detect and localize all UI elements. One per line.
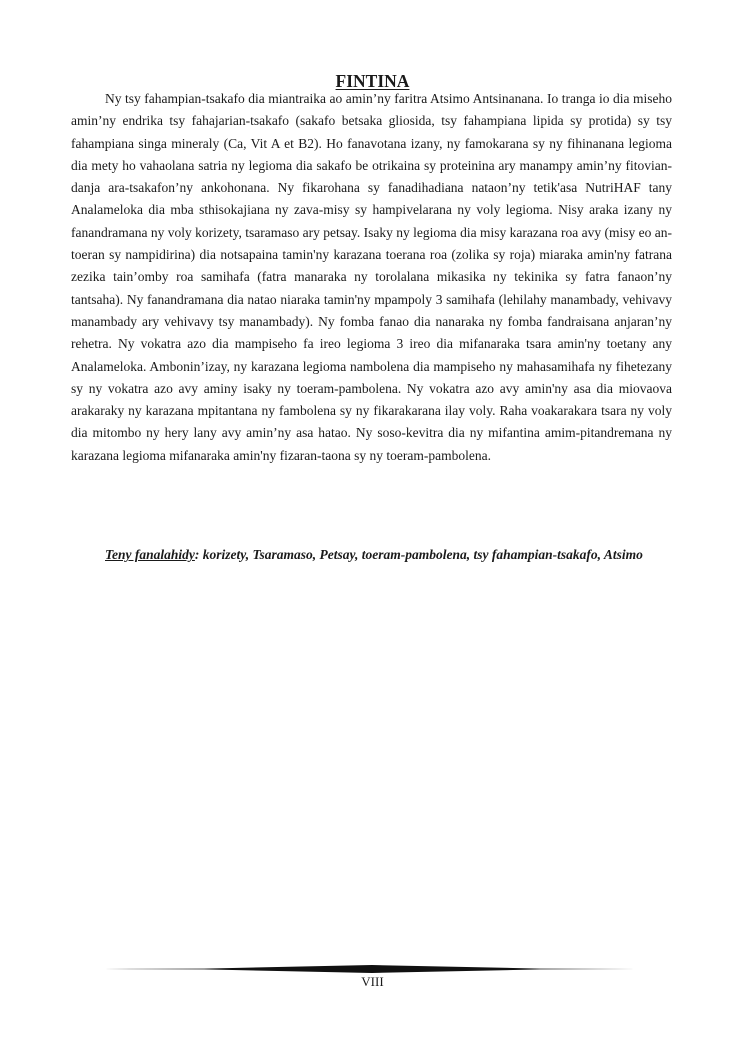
page-number: VIII xyxy=(361,974,384,989)
page-title: FINTINA xyxy=(335,71,410,91)
keywords-paragraph xyxy=(71,545,672,564)
abstract-paragraph: Ny tsy fahampian-tsakafo dia miantraika ao amin’ny faritra Atsimo Antsinanana. Io tranga io dia miseho amin’ny endrika tsy fahajarian-tsakafo (sakafo betsaka gliosida, tsy fahampiana lipida sy protida) sy tsy fahampiana singa mineraly (Ca, Vit A et B2). Ho fanavotana izany, ny famokarana sy ny fihinanana legioma dia mety ho vahaolana satria ny legioma dia sakafo be otrikaina sy proteinina ary manampy amin’ny fitovian-danja ara-tsakafon’ny ankohonana. Ny fikarohana sy fanadihadiana nataon’ny tetik'asa NutriHAF tany Analameloka dia mba sthisokajiana ny zava-misy sy hampivelarana ny voly legioma. Nisy araka izany ny fanandramana ny voly korizety, tsaramaso ary petsay. Isaky ny legioma dia misy karazana roa avy (misy eo an-toeran sy nampidirina) dia notsapaina tamin'ny karazana toerana roa (zolika sy roja) miaraka amin'ny fatrana zezika tain’omby roa samihafa (fatra manaraka ny torolalana mikasika ny tekinika sy fatra fanaon’ny tantsaha). Ny fanandramana dia natao niaraka tamin'ny mpampoly 3 samihafa (lehilahy manambady, vehivavy manambady ary vehivavy tsy manambady). Ny fomba fanao dia nanaraka ny fomba fandraisana anjaran’ny rehetra. Ny vokatra azo dia mampiseho fa ireo legioma 3 ireo dia mifanaraka tsara amin'ny toetany any Analameloka. Ambonin’izay, ny karazana legioma nambolena dia mampiseho ny mahasamihafa ny fihetezany sy ny vokatra azo avy aminy isaky ny toeram-pambolena. Ny vokatra azo avy amin'ny asa dia miovaova arakaraky ny karazana mpitantana ny fambolena sy ny fikarakarana ilay voly. Raha voakarakara tsara ny voly dia mitombo ny hery lany avy amin’ny asa hatao. Ny soso-kevitra dia ny mifantina amim-pitandremana ny karazana legioma mifanaraka amin'ny fizaran-taona sy ny toeram-pambolena. xyxy=(71,91,672,463)
keywords-separator: : xyxy=(194,547,200,562)
keywords-list: korizety, Tsaramaso, Petsay, toeram-pambolena, tsy fahampian-tsakafo, Atsimo xyxy=(199,547,643,562)
keywords-label: Teny fanalahidy xyxy=(105,547,195,562)
